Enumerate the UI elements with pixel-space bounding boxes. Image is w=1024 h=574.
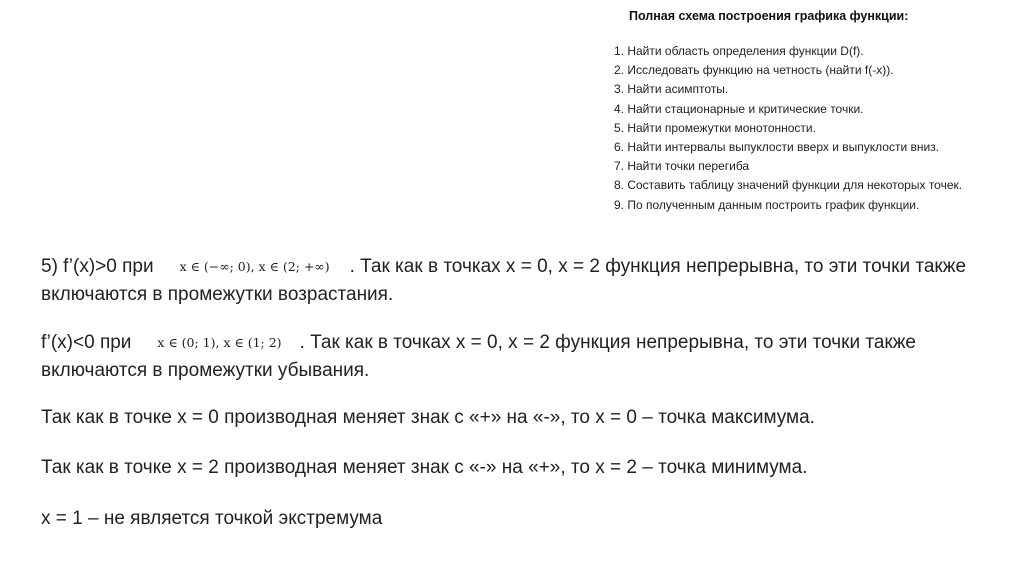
list-item: 5. Найти промежутки монотонности. — [614, 120, 816, 135]
maximum-point-paragraph: Так как в точке х = 0 производная меняет знак с «+» на «-», то х = 0 – точка максимума. — [41, 407, 815, 428]
list-item: 2. Исследовать функцию на четность (найти f(-x)). — [614, 63, 894, 78]
minimum-point-paragraph: Так как в точке х = 2 производная меняет знак с «-» на «+», то х = 2 – точка минимума. — [41, 457, 808, 478]
increasing-intervals-formula: x ∈ (−∞; 0), x ∈ (2; +∞) — [179, 259, 330, 274]
list-item: 6. Найти интервалы выпуклости вверх и выпуклости вниз. — [614, 140, 940, 155]
list-item: 8. Составить таблицу значений функции для некоторых точек. — [614, 178, 963, 193]
increasing-intervals-paragraph — [41, 253, 1001, 309]
decreasing-intervals-paragraph — [41, 329, 1001, 385]
list-item: 4. Найти стационарные и критические точки. — [614, 101, 864, 116]
increasing-condition: 5) f’(x)>0 при — [41, 256, 154, 277]
list-item: 9. По полученным данным построить график функции. — [614, 197, 920, 212]
non-extremum-paragraph: х = 1 – не является точкой экстремума — [41, 508, 383, 529]
decreasing-explanation: . Так как в точках х = 0, х = 2 функция непрерывна, то эти точки также включаются в промежутки убывания. — [41, 332, 916, 381]
graph-plan-block — [614, 8, 1019, 215]
increasing-explanation: . Так как в точках х = 0, х = 2 функция непрерывна, то эти точки также включаются в промежутки возрастания. — [41, 256, 967, 305]
decreasing-intervals-formula: x ∈ (0; 1), x ∈ (1; 2) — [157, 335, 282, 350]
list-item: 7. Найти точки перегиба — [614, 159, 750, 174]
graph-plan-list — [614, 42, 1019, 215]
graph-plan-title: Полная схема построения графика функции: — [629, 9, 909, 23]
decreasing-condition: f’(x)<0 при — [41, 332, 132, 353]
list-item: 3. Найти асимптоты. — [614, 82, 729, 97]
list-item: 1. Найти область определения функции D(f). — [614, 44, 864, 58]
